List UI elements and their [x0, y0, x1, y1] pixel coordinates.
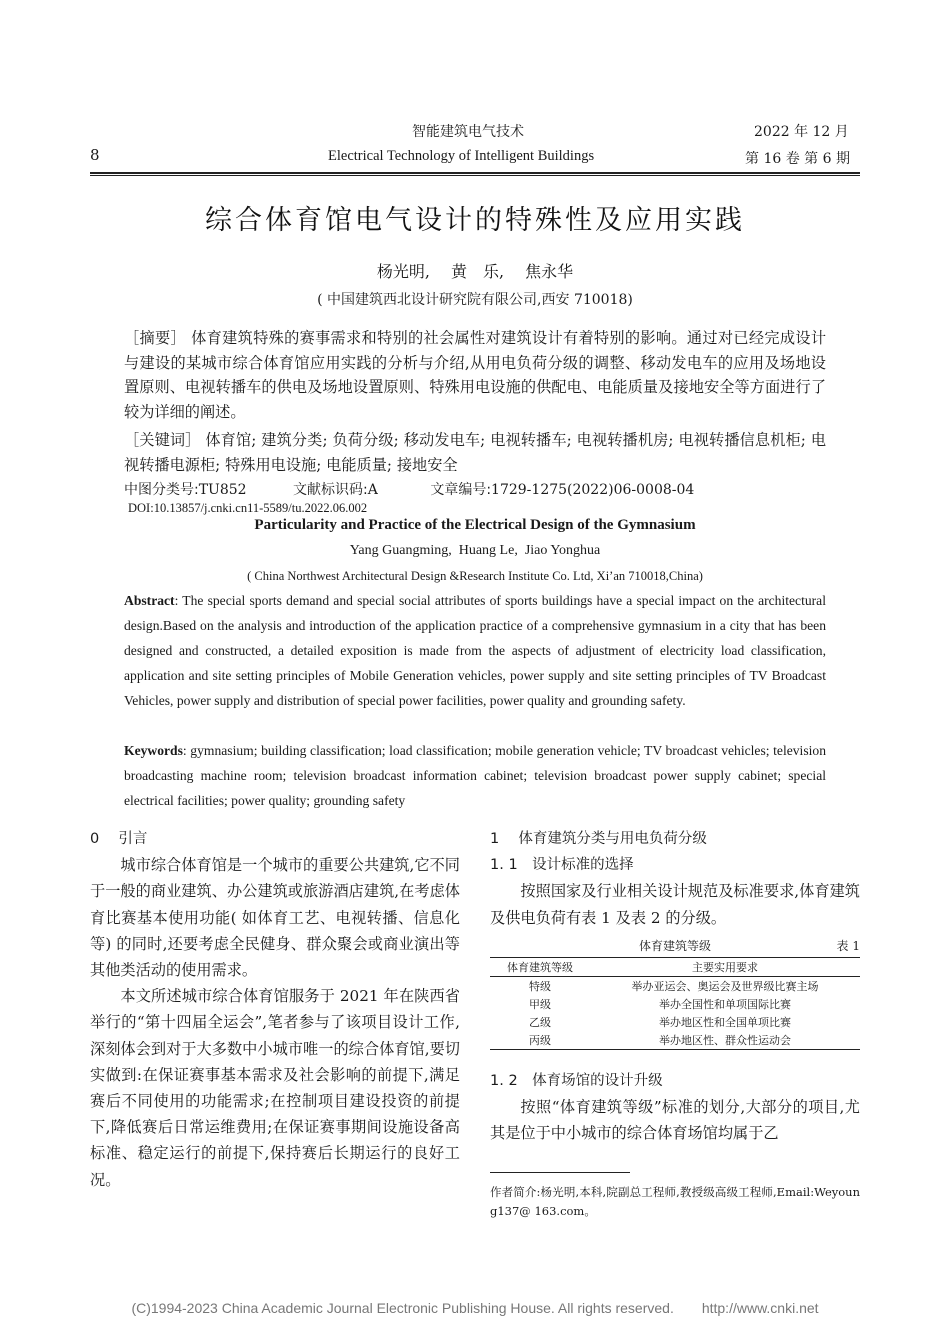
table-1-header-grade: 体育建筑等级: [507, 961, 573, 974]
table-row: 乙级: [529, 1016, 551, 1029]
article-title-cn: 综合体育馆电气设计的特殊性及应用实践: [205, 205, 745, 236]
subsection-1-1-heading: 1. 1 设计标准的选择: [490, 857, 634, 874]
table-1-caption: [490, 937, 860, 955]
table-1-header-requirement: 主要实用要求: [692, 961, 758, 974]
keywords-text-cn: 体育馆; 建筑分类; 负荷分级; 移动发电车; 电视转播车; 电视转播机房; 电视转播信息机柜; 电视转播电源柜; 特殊用电设施; 电能质量; 接地安全: [124, 431, 827, 474]
table-row: 丙级: [529, 1034, 551, 1047]
classification-line: [124, 479, 694, 499]
article-no-value: 1729-1275(2022)06-0008-04: [491, 482, 695, 498]
table-row: 特级: [529, 980, 551, 993]
subsection-1-2: [490, 1068, 860, 1147]
doi: DOI:10.13857/j.cnki.cn11-5589/tu.2022.06.002: [128, 501, 368, 515]
clc-value: TU852: [198, 482, 247, 498]
keywords-text-en: : gymnasium; building classification; load classification; mobile generation vehicle; TV broadcast vehicles; television broadcasting machine room; television broadcast information cabinet; television broadcast power supply cabinet; special electrical facilities; power quality; grounding safety: [124, 743, 826, 808]
table-cell: 举办全国性和单项国际比赛: [659, 998, 791, 1011]
affiliation-cn: ( 中国建筑西北设计研究院有限公司,西安 710018): [317, 292, 633, 308]
subsection-1-2-heading: 1. 2 体育场馆的设计升级: [490, 1073, 663, 1089]
abstract-label-en: Abstract: [124, 593, 175, 608]
authors-en: Yang Guangming, Huang Le, Jiao Yonghua: [349, 543, 601, 558]
abstract-label-cn: ［摘要］: [124, 329, 186, 347]
header-rule-top: [90, 172, 860, 174]
doc-code-value: A: [367, 482, 378, 498]
keywords-en: [124, 738, 826, 813]
issue-date: 2022 年 12 月: [754, 124, 849, 140]
affiliation-en: ( China Northwest Architectural Design &Research Institute Co. Ltd, Xi’an 710018,China): [247, 569, 703, 583]
keywords-label-cn: ［关键词］: [124, 431, 201, 449]
intro-paragraph-1: 城市综合体育馆是一个城市的重要公共建筑,它不同于一般的商业建筑、办公建筑或旅游酒店建筑,在考虑体育比赛基本使用功能( 如体育工艺、电视转播、信息化等) 的同时,还要考虑全民健身、群众聚会或商业演出等其他类活动的使用需求。: [90, 856, 460, 980]
journal-title-cn: 智能建筑电气技术: [412, 124, 524, 140]
table-row: 甲级: [529, 998, 551, 1011]
intro-paragraph-2: 本文所述城市综合体育馆服务于 2021 年在陕西省举行的“第十四届全运会”,笔者参与了该项目设计工作,深刻体会到对于大多数中小城市唯一的综合体育馆,要切实做到:在保证赛事基本需求及社会影响的前提下,满足赛后不同使用的功能需求;在控制项目建设投资的前提下,降低赛后日常运维费用;在保证赛事期间设施设备高标准、稳定运行的前提下,保持赛后长期运行的良好工况。: [90, 987, 460, 1189]
abstract-text-cn: 体育建筑特殊的赛事需求和特别的社会属性对建筑设计有着特别的影响。通过对已经完成设计与建设的某城市综合体育馆应用实践的分析与介绍,从用电负荷分级的调整、移动发电车的应用及场地设置原则、电视转播车的供电及场地设置原则、特殊用电设施的供配电、电能质量及接地安全等方面进行了较为详细的阐述。: [124, 329, 827, 421]
page-number: 8: [90, 146, 100, 164]
copyright-footer: (C)1994-2023 China Academic Journal Electronic Publishing House. All rights reserved. http://www.cnki.net: [131, 1300, 819, 1316]
authors-cn: 杨光明, 黄 乐, 焦永华: [376, 262, 574, 281]
table-cell: 举办亚运会、奥运会及世界级比赛主场: [631, 980, 819, 993]
table-1: [490, 957, 860, 1050]
left-column: [90, 826, 460, 1193]
keywords-cn: [124, 428, 826, 477]
section-1-heading: 1 体育建筑分类与用电负荷分级: [490, 831, 707, 847]
table-cell: 举办地区性、群众性运动会: [659, 1034, 791, 1047]
footnote-rule: [490, 1172, 630, 1173]
header-rule-bottom: [90, 175, 860, 176]
subsection-1-2-paragraph: 按照“体育建筑等级”标准的划分,大部分的项目,尤其是位于中小城市的综合体育场馆均属于乙: [490, 1098, 860, 1143]
table-1-title: 体育建筑等级: [638, 939, 711, 953]
keywords-label-en: Keywords: [124, 743, 183, 758]
table-cell: 举办地区性和全国单项比赛: [659, 1016, 791, 1029]
subsection-1-1-paragraph: 按照国家及行业相关设计规范及标准要求,体育建筑及供电负荷有表 1 及表 2 的分级。: [490, 882, 860, 927]
right-column: [490, 826, 860, 931]
article-title-en: Particularity and Practice of the Electrical Design of the Gymnasium: [254, 517, 696, 533]
abstract-text-en: : The special sports demand and special social attributes of sports buildings have a special impact on the architectural design.Based on the analysis and introduction of the application practice of a comprehensive gymnasium in a city that has been designed and constructed, a detailed exposition is made from the aspects of adjustment of electricity load classification, application and site setting principles of Mobile Generation vehicles, power supply and site setting principles of TV Broadcast Vehicles, power supply and distribution of special power facilities, power quality and grounding safety.: [124, 593, 826, 708]
section-0-heading: 0 引言: [90, 831, 148, 847]
clc-label: 中图分类号:: [124, 482, 199, 498]
abstract-cn: [124, 326, 826, 424]
abstract-en: [124, 588, 826, 713]
issue-volume: 第 16 卷 第 6 期: [745, 151, 850, 167]
article-no-label: 文章编号:: [430, 482, 492, 498]
journal-title-en: Electrical Technology of Intelligent Buildings: [328, 148, 595, 164]
table-1-label: 表 1: [836, 939, 860, 953]
doc-code-label: 文献标识码:: [293, 482, 368, 498]
author-note: 作者简介:杨光明,本科,院副总工程师,教授级高级工程师,Email:Weyoung137@ 163.com。: [490, 1185, 860, 1218]
